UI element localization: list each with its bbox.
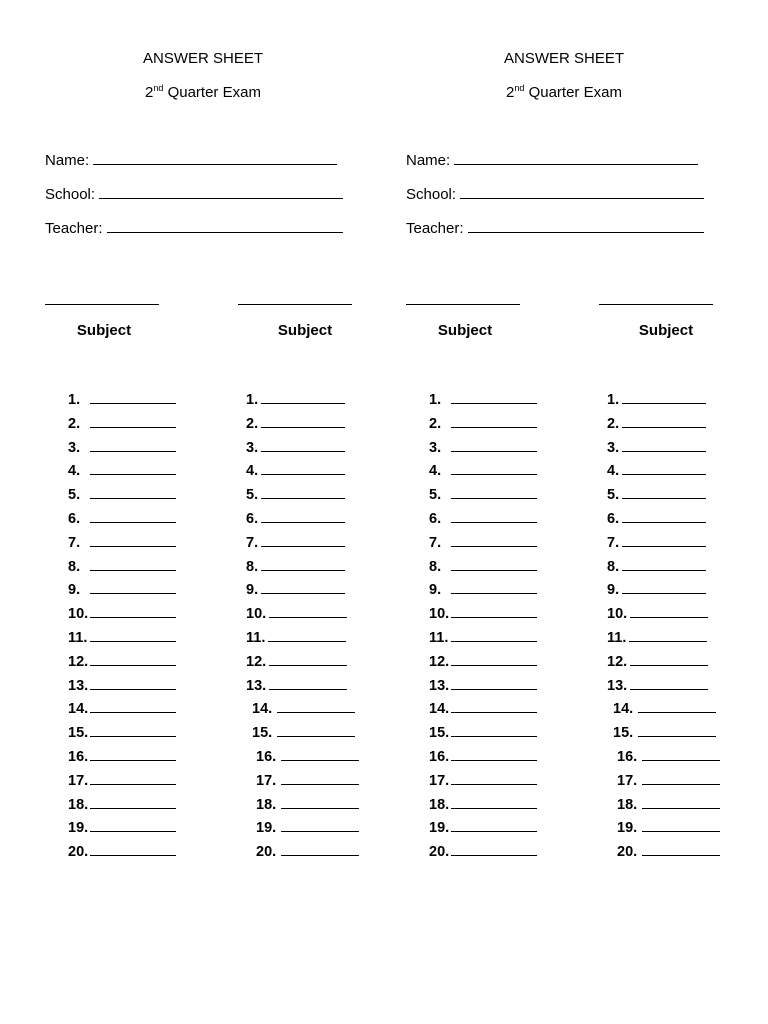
answer-item xyxy=(607,439,720,463)
item-number: 3. xyxy=(246,439,259,456)
answer-item xyxy=(246,629,359,653)
item-number: 10. xyxy=(246,606,267,623)
answer-item xyxy=(429,605,537,629)
answer-item xyxy=(246,677,359,701)
answer-blank[interactable] xyxy=(451,796,537,809)
teacher-blank[interactable] xyxy=(468,220,704,233)
answer-blank[interactable] xyxy=(90,605,176,618)
item-number: 2. xyxy=(246,415,259,432)
answer-sheet-right xyxy=(361,0,745,1024)
answer-item xyxy=(68,629,176,653)
answer-blank[interactable] xyxy=(622,391,706,404)
item-number: 9. xyxy=(68,582,81,599)
answer-item xyxy=(68,748,176,772)
answer-blank[interactable] xyxy=(90,510,176,523)
answer-item xyxy=(68,534,176,558)
item-number: 8. xyxy=(607,558,620,575)
answer-item xyxy=(429,677,537,701)
answer-blank[interactable] xyxy=(622,534,706,547)
item-number: 12. xyxy=(607,653,628,670)
answer-blank[interactable] xyxy=(90,558,176,571)
answer-item xyxy=(429,581,537,605)
subject-label-2: Subject xyxy=(277,322,333,339)
teacher-blank[interactable] xyxy=(107,220,343,233)
answer-blank[interactable] xyxy=(642,819,720,832)
name-field[interactable] xyxy=(406,152,698,170)
answer-item xyxy=(607,653,720,677)
answer-item xyxy=(607,534,720,558)
answer-item xyxy=(246,462,359,486)
answer-blank[interactable] xyxy=(261,558,345,571)
answer-blank[interactable] xyxy=(451,534,537,547)
item-number: 18. xyxy=(68,796,89,813)
school-label: School: xyxy=(45,186,96,203)
answer-blank[interactable] xyxy=(622,462,706,475)
answer-blank[interactable] xyxy=(451,677,537,690)
answer-blank[interactable] xyxy=(261,581,345,594)
item-number: 2. xyxy=(68,415,81,432)
item-number: 6. xyxy=(246,510,259,527)
answer-blank[interactable] xyxy=(451,700,537,713)
item-number: 12. xyxy=(68,653,89,670)
answer-item xyxy=(68,796,176,820)
answer-column-3 xyxy=(429,391,537,867)
item-number: 10. xyxy=(68,606,89,623)
answer-item xyxy=(68,605,176,629)
answer-item xyxy=(68,677,176,701)
subject-label-4: Subject xyxy=(638,322,694,339)
answer-blank[interactable] xyxy=(90,462,176,475)
answer-item xyxy=(68,843,176,867)
item-number: 20. xyxy=(429,844,450,861)
subject-blank-4[interactable] xyxy=(599,304,713,305)
answer-item xyxy=(246,439,359,463)
item-number: 15. xyxy=(252,725,273,742)
item-number: 17. xyxy=(617,772,638,789)
answer-blank[interactable] xyxy=(90,391,176,404)
answer-blank[interactable] xyxy=(451,772,537,785)
item-number: 6. xyxy=(429,510,442,527)
answer-item xyxy=(429,462,537,486)
answer-item xyxy=(429,510,537,534)
answer-blank[interactable] xyxy=(451,391,537,404)
item-number: 11. xyxy=(246,629,266,646)
answer-blank[interactable] xyxy=(630,677,708,690)
item-number: 7. xyxy=(607,534,620,551)
answer-blank[interactable] xyxy=(261,439,345,452)
answer-blank[interactable] xyxy=(269,653,347,666)
subject-blank-2[interactable] xyxy=(238,304,352,305)
item-number: 4. xyxy=(246,463,259,480)
answer-blank[interactable] xyxy=(90,534,176,547)
answer-item xyxy=(429,772,537,796)
item-number: 1. xyxy=(246,392,259,408)
answer-item xyxy=(246,534,359,558)
answer-blank[interactable] xyxy=(642,843,720,856)
answer-blank[interactable] xyxy=(451,581,537,594)
item-number: 13. xyxy=(429,677,450,694)
answer-item xyxy=(607,629,720,653)
sheet-title: ANSWER SHEET xyxy=(142,50,263,67)
item-number: 11. xyxy=(429,629,449,646)
answer-blank[interactable] xyxy=(451,843,537,856)
answer-blank[interactable] xyxy=(261,486,345,499)
answer-item xyxy=(68,724,176,748)
item-number: 4. xyxy=(68,463,81,480)
answer-item xyxy=(429,629,537,653)
item-number: 8. xyxy=(68,558,81,575)
item-number: 4. xyxy=(429,463,442,480)
name-label: Name: xyxy=(45,152,90,169)
item-number: 12. xyxy=(429,653,450,670)
item-number: 5. xyxy=(429,487,442,504)
item-number: 20. xyxy=(256,844,277,861)
answer-blank[interactable] xyxy=(90,843,176,856)
item-number: 15. xyxy=(429,725,450,742)
item-number: 19. xyxy=(68,820,89,837)
answer-blank[interactable] xyxy=(451,653,537,666)
item-number: 5. xyxy=(607,487,620,504)
answer-blank[interactable] xyxy=(451,629,537,642)
answer-column-1 xyxy=(68,391,176,867)
answer-item xyxy=(246,558,359,582)
item-number: 3. xyxy=(607,439,620,456)
school-blank[interactable] xyxy=(460,186,704,199)
answer-item xyxy=(607,391,720,415)
answer-item xyxy=(68,772,176,796)
answer-blank[interactable] xyxy=(281,796,359,809)
item-number: 11. xyxy=(607,629,627,646)
item-number: 13. xyxy=(607,677,628,694)
item-number: 19. xyxy=(617,820,638,837)
answer-blank[interactable] xyxy=(90,629,176,642)
item-number: 9. xyxy=(246,582,259,599)
answer-blank[interactable] xyxy=(90,486,176,499)
answer-blank[interactable] xyxy=(622,415,706,428)
answer-item xyxy=(429,843,537,867)
answer-blank[interactable] xyxy=(90,700,176,713)
answer-item xyxy=(68,653,176,677)
answer-blank[interactable] xyxy=(90,724,176,737)
answer-blank[interactable] xyxy=(630,605,708,618)
item-number: 6. xyxy=(68,510,81,527)
item-number: 17. xyxy=(429,772,450,789)
sheet-title: ANSWER SHEET xyxy=(503,50,624,67)
answer-blank[interactable] xyxy=(451,462,537,475)
teacher-field[interactable] xyxy=(406,220,704,238)
item-number: 18. xyxy=(617,796,638,813)
name-blank[interactable] xyxy=(93,152,337,165)
item-number: 10. xyxy=(429,606,450,623)
item-number: 16. xyxy=(617,748,638,765)
item-number: 1. xyxy=(429,392,442,408)
answer-blank[interactable] xyxy=(638,724,716,737)
item-number: 20. xyxy=(68,844,89,861)
answer-blank[interactable] xyxy=(281,772,359,785)
answer-blank[interactable] xyxy=(90,677,176,690)
answer-item xyxy=(607,843,720,867)
answer-item xyxy=(429,724,537,748)
answer-blank[interactable] xyxy=(90,439,176,452)
answer-blank[interactable] xyxy=(451,819,537,832)
answer-blank[interactable] xyxy=(642,772,720,785)
answer-blank[interactable] xyxy=(90,796,176,809)
answer-blank[interactable] xyxy=(281,748,359,761)
answer-item xyxy=(246,510,359,534)
answer-blank[interactable] xyxy=(622,439,706,452)
answer-item xyxy=(68,439,176,463)
answer-item xyxy=(246,724,359,748)
item-number: 4. xyxy=(607,463,620,480)
answer-item xyxy=(607,510,720,534)
item-number: 9. xyxy=(429,582,442,599)
item-number: 13. xyxy=(68,677,89,694)
answer-item xyxy=(246,486,359,510)
answer-item xyxy=(429,558,537,582)
answer-blank[interactable] xyxy=(90,819,176,832)
school-blank[interactable] xyxy=(99,186,343,199)
answer-item xyxy=(246,819,359,843)
answer-blank[interactable] xyxy=(269,605,347,618)
answer-blank[interactable] xyxy=(261,462,345,475)
sheet-subtitle: 2nd Quarter Exam xyxy=(506,83,622,101)
item-number: 14. xyxy=(252,701,273,718)
answer-blank[interactable] xyxy=(642,796,720,809)
school-field[interactable] xyxy=(406,186,704,204)
answer-item xyxy=(607,462,720,486)
teacher-label: Teacher: xyxy=(406,220,464,237)
subject-blank-3[interactable] xyxy=(406,304,520,305)
item-number: 16. xyxy=(429,748,450,765)
answer-item xyxy=(607,796,720,820)
answer-item xyxy=(607,700,720,724)
answer-blank[interactable] xyxy=(451,415,537,428)
answer-blank[interactable] xyxy=(451,605,537,618)
item-number: 8. xyxy=(246,558,259,575)
answer-item xyxy=(429,748,537,772)
item-number: 15. xyxy=(68,725,89,742)
item-number: 3. xyxy=(68,439,81,456)
answer-blank[interactable] xyxy=(451,486,537,499)
answer-item xyxy=(429,796,537,820)
item-number: 18. xyxy=(256,796,277,813)
answer-item xyxy=(246,391,359,415)
answer-item xyxy=(246,581,359,605)
answer-blank[interactable] xyxy=(281,843,359,856)
answer-item xyxy=(607,605,720,629)
name-field[interactable] xyxy=(45,152,337,170)
item-number: 7. xyxy=(429,534,442,551)
answer-item xyxy=(68,581,176,605)
item-number: 1. xyxy=(68,392,81,408)
subject-label-3: Subject xyxy=(437,322,493,339)
answer-blank[interactable] xyxy=(277,724,355,737)
answer-item xyxy=(429,700,537,724)
answer-column-2 xyxy=(246,391,359,867)
answer-blank[interactable] xyxy=(90,748,176,761)
item-number: 11. xyxy=(68,629,88,646)
answer-blank[interactable] xyxy=(277,700,355,713)
answer-blank[interactable] xyxy=(622,486,706,499)
item-number: 7. xyxy=(68,534,81,551)
answer-item xyxy=(429,653,537,677)
answer-item xyxy=(246,843,359,867)
answer-item xyxy=(607,558,720,582)
answer-item xyxy=(246,748,359,772)
name-blank[interactable] xyxy=(454,152,698,165)
answer-blank[interactable] xyxy=(451,439,537,452)
answer-blank[interactable] xyxy=(622,558,706,571)
answer-blank[interactable] xyxy=(261,391,345,404)
answer-item xyxy=(429,391,537,415)
teacher-label: Teacher: xyxy=(45,220,103,237)
answer-item xyxy=(429,534,537,558)
answer-blank[interactable] xyxy=(90,581,176,594)
answer-blank[interactable] xyxy=(451,558,537,571)
answer-item xyxy=(68,558,176,582)
item-number: 19. xyxy=(256,820,277,837)
answer-item xyxy=(607,772,720,796)
answer-blank[interactable] xyxy=(622,510,706,523)
item-number: 7. xyxy=(246,534,259,551)
answer-item xyxy=(607,819,720,843)
answer-item xyxy=(429,415,537,439)
answer-item xyxy=(68,510,176,534)
answer-column-4 xyxy=(607,391,720,867)
answer-blank[interactable] xyxy=(638,700,716,713)
answer-item xyxy=(246,772,359,796)
answer-item xyxy=(607,677,720,701)
answer-item xyxy=(68,415,176,439)
answer-blank[interactable] xyxy=(261,510,345,523)
answer-blank[interactable] xyxy=(281,819,359,832)
answer-blank[interactable] xyxy=(622,581,706,594)
answer-blank[interactable] xyxy=(642,748,720,761)
item-number: 10. xyxy=(607,606,628,623)
answer-blank[interactable] xyxy=(451,748,537,761)
answer-item xyxy=(429,486,537,510)
answer-item xyxy=(68,700,176,724)
teacher-field[interactable] xyxy=(45,220,343,238)
item-number: 16. xyxy=(256,748,277,765)
answer-blank[interactable] xyxy=(629,629,707,642)
item-number: 16. xyxy=(68,748,89,765)
answer-blank[interactable] xyxy=(268,629,346,642)
sheet-subtitle: 2nd Quarter Exam xyxy=(145,83,261,101)
answer-blank[interactable] xyxy=(451,724,537,737)
answer-blank[interactable] xyxy=(630,653,708,666)
item-number: 14. xyxy=(613,701,634,718)
school-label: School: xyxy=(406,186,457,203)
answer-item xyxy=(429,439,537,463)
item-number: 9. xyxy=(607,582,620,599)
item-number: 17. xyxy=(68,772,89,789)
item-number: 19. xyxy=(429,820,450,837)
answer-item xyxy=(68,486,176,510)
item-number: 1. xyxy=(607,392,620,408)
item-number: 6. xyxy=(607,510,620,527)
answer-item xyxy=(246,700,359,724)
item-number: 15. xyxy=(613,725,634,742)
subject-blank-1[interactable] xyxy=(45,304,159,305)
item-number: 17. xyxy=(256,772,277,789)
answer-blank[interactable] xyxy=(451,510,537,523)
item-number: 18. xyxy=(429,796,450,813)
item-number: 13. xyxy=(246,677,267,694)
item-number: 5. xyxy=(68,487,81,504)
answer-blank[interactable] xyxy=(269,677,347,690)
answer-item xyxy=(607,748,720,772)
item-number: 2. xyxy=(429,415,442,432)
answer-item xyxy=(607,724,720,748)
answer-item xyxy=(429,819,537,843)
answer-blank[interactable] xyxy=(90,772,176,785)
answer-item xyxy=(68,462,176,486)
item-number: 20. xyxy=(617,844,638,861)
answer-item xyxy=(68,819,176,843)
answer-blank[interactable] xyxy=(90,653,176,666)
answer-item xyxy=(246,796,359,820)
subject-label-1: Subject xyxy=(76,322,132,339)
item-number: 8. xyxy=(429,558,442,575)
answer-item xyxy=(607,581,720,605)
answer-blank[interactable] xyxy=(261,415,345,428)
item-number: 5. xyxy=(246,487,259,504)
name-label: Name: xyxy=(406,152,451,169)
item-number: 2. xyxy=(607,415,620,432)
answer-item xyxy=(246,653,359,677)
item-number: 3. xyxy=(429,439,442,456)
item-number: 14. xyxy=(68,701,89,718)
school-field[interactable] xyxy=(45,186,343,204)
answer-item xyxy=(246,415,359,439)
answer-item xyxy=(68,391,176,415)
answer-item xyxy=(246,605,359,629)
answer-item xyxy=(607,415,720,439)
answer-blank[interactable] xyxy=(90,415,176,428)
item-number: 14. xyxy=(429,701,450,718)
item-number: 12. xyxy=(246,653,267,670)
answer-blank[interactable] xyxy=(261,534,345,547)
answer-item xyxy=(607,486,720,510)
